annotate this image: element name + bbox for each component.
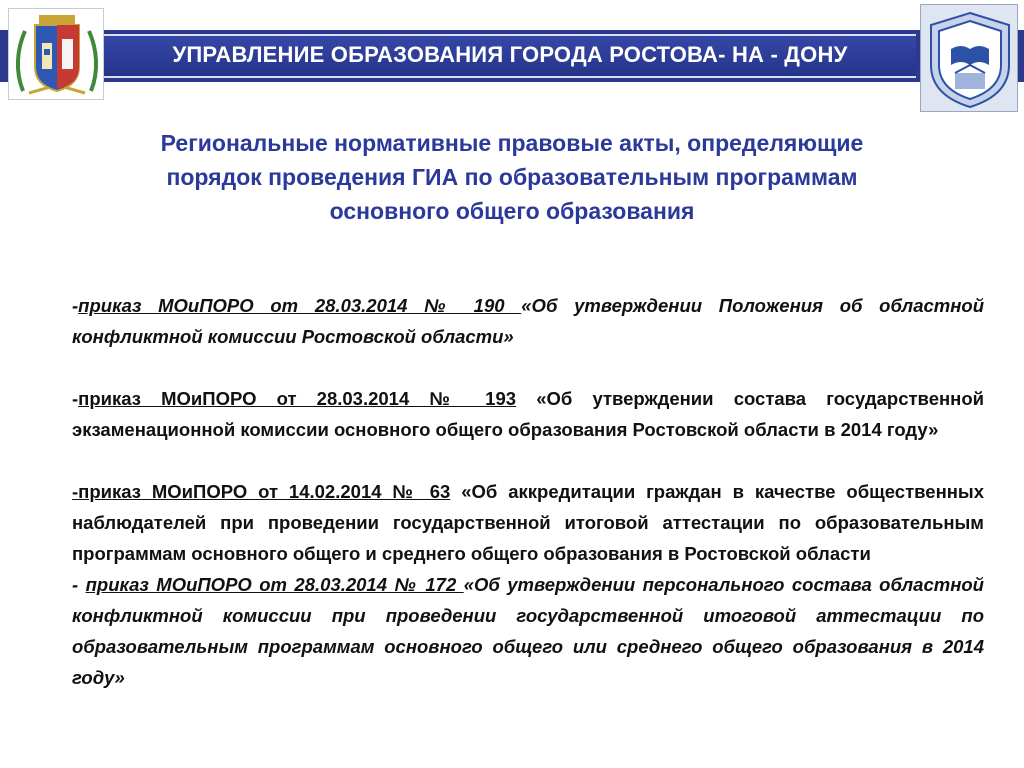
act-prefix: - [72, 574, 86, 595]
legal-acts-list [72, 290, 984, 693]
slide-heading [60, 126, 964, 228]
legal-act-item [72, 569, 984, 693]
act-prefix: - [72, 295, 79, 316]
act-title: «Об утверждении Положения об областной конфликтной комиссии Ростовской области» [72, 295, 984, 347]
act-title: «Об утверждении персонального состава областной конфликтной комиссии при проведении государственной итоговой аттестации по образовательным программам основного общего или среднего общего образования в 2014 году» [72, 574, 984, 688]
act-order-reference: приказ МОиПОРО от 28.03.2014 № 190 [78, 295, 522, 316]
act-order-reference: -приказ МОиПОРО от 14.02.2014 № 63 [72, 481, 451, 502]
heading-line: порядок проведения ГИА по образовательным программам [166, 164, 858, 190]
act-title: «Об утверждении состава государственной экзаменационной комиссии основного общего образования Ростовской области в 2014 году» [72, 388, 984, 440]
act-order-reference: приказ МОиПОРО от 28.03.2014 № 193 [78, 388, 517, 409]
legal-act-item [72, 290, 984, 352]
education-department-emblem-icon [920, 4, 1018, 112]
act-title: «Об аккредитации граждан в качестве общественных наблюдателей при проведении государственной итоговой аттестации по образовательным программам основного общего и среднего общего образования в Ростовской области [72, 481, 985, 564]
act-order-reference: приказ МОиПОРО от 28.03.2014 № 172 [85, 574, 464, 595]
header-title: УПРАВЛЕНИЕ ОБРАЗОВАНИЯ ГОРОДА РОСТОВА- НА - ДОНУ [172, 42, 848, 67]
heading-line: Региональные нормативные правовые акты, определяющие [160, 130, 864, 156]
heading-line: основного общего образования [329, 198, 695, 224]
city-coat-of-arms-icon [8, 8, 104, 100]
act-prefix: - [72, 388, 79, 409]
legal-act-item [72, 383, 984, 445]
legal-act-item [72, 476, 984, 569]
